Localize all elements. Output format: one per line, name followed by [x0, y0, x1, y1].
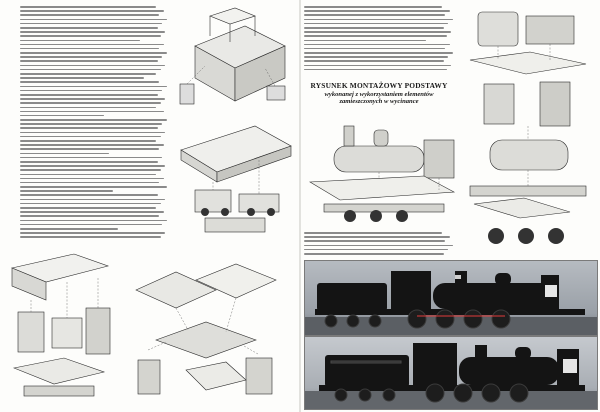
text-line-placeholder [304, 31, 451, 33]
text-line-placeholder [304, 60, 444, 62]
text-line-placeholder [20, 40, 140, 42]
text-line-placeholder [20, 132, 165, 134]
body-text-right-top [304, 6, 454, 76]
text-line-placeholder [20, 203, 161, 205]
text-line-placeholder [304, 56, 448, 58]
text-line-placeholder [304, 52, 453, 54]
text-line-placeholder [304, 6, 442, 8]
assembly-drawing-frame-lower-left [4, 248, 124, 408]
text-line-placeholder [20, 52, 167, 54]
text-line-placeholder [20, 86, 167, 88]
text-line-placeholder [20, 44, 164, 46]
text-line-placeholder [20, 199, 165, 201]
text-line-placeholder [20, 161, 158, 163]
text-line-placeholder [20, 35, 161, 37]
text-line-placeholder [20, 111, 164, 113]
text-line-placeholder [20, 174, 156, 176]
text-line-placeholder [20, 215, 159, 217]
text-line-placeholder [304, 10, 450, 12]
text-line-placeholder [304, 14, 445, 16]
text-line-placeholder [304, 48, 445, 50]
text-line-placeholder [20, 169, 161, 171]
text-line-placeholder [20, 144, 164, 146]
text-line-placeholder [20, 190, 113, 192]
text-line-placeholder [304, 40, 426, 42]
text-line-placeholder [20, 23, 162, 25]
text-line-placeholder [20, 228, 118, 230]
text-line-placeholder [304, 23, 448, 25]
text-line-placeholder [20, 123, 162, 125]
text-line-placeholder [20, 77, 144, 79]
text-line-placeholder [304, 249, 448, 251]
text-line-placeholder [20, 148, 159, 150]
assembly-drawing-tender-isometric [175, 6, 297, 118]
text-line-placeholder [20, 157, 162, 159]
text-line-placeholder [304, 35, 447, 37]
text-line-placeholder [20, 140, 156, 142]
text-line-placeholder [20, 224, 162, 226]
text-line-placeholder [20, 14, 159, 16]
text-line-placeholder [304, 236, 450, 238]
heading-block [300, 82, 458, 106]
text-line-placeholder [20, 31, 165, 33]
text-line-placeholder [20, 94, 158, 96]
text-line-placeholder [20, 27, 158, 29]
assembly-drawing-boiler [304, 116, 464, 228]
text-line-placeholder [304, 44, 450, 46]
text-line-placeholder [20, 178, 164, 180]
text-line-placeholder [20, 102, 161, 104]
text-line-placeholder [304, 27, 444, 29]
text-line-placeholder [20, 48, 159, 50]
photo-locomotive-front-view [304, 260, 598, 336]
text-line-placeholder [20, 6, 156, 8]
text-line-placeholder [304, 65, 451, 67]
text-line-placeholder [20, 19, 167, 21]
text-line-placeholder [20, 220, 167, 222]
text-line-placeholder [20, 194, 158, 196]
text-line-placeholder [20, 127, 158, 129]
heading-line-1: RYSUNEK MONTAŻOWY PODSTAWY [310, 81, 448, 90]
text-line-placeholder [304, 19, 453, 21]
right-page [300, 0, 600, 412]
text-line-placeholder [20, 69, 161, 71]
text-line-placeholder [20, 186, 167, 188]
assembly-drawing-cab-parts [460, 4, 596, 256]
text-line-placeholder [20, 81, 159, 83]
text-line-placeholder [20, 115, 104, 117]
assembly-drawing-brackets [126, 250, 296, 408]
text-line-placeholder [20, 98, 165, 100]
text-line-placeholder [20, 60, 158, 62]
text-line-placeholder [20, 211, 164, 213]
text-line-placeholder [304, 69, 447, 71]
text-line-placeholder [20, 73, 156, 75]
text-line-placeholder [20, 165, 165, 167]
text-line-placeholder [20, 56, 162, 58]
text-line-placeholder [304, 232, 442, 234]
text-line-placeholder [304, 253, 444, 255]
text-line-placeholder [20, 65, 165, 67]
text-line-placeholder [20, 232, 165, 234]
text-line-placeholder [20, 119, 167, 121]
heading-line-3: zamieszczonych w wycinance [339, 98, 419, 106]
text-line-placeholder [304, 245, 453, 247]
text-line-placeholder [20, 107, 156, 109]
body-text-right-bottom [304, 232, 454, 256]
text-line-placeholder [20, 10, 164, 12]
photo-locomotive-rear-view [304, 336, 598, 410]
body-text-left [20, 6, 168, 244]
text-line-placeholder [304, 240, 445, 242]
heading-line-2: wykonanej z wykorzystaniem elementów [324, 90, 434, 98]
text-line-placeholder [20, 207, 156, 209]
text-line-placeholder [20, 136, 161, 138]
text-line-placeholder [20, 153, 109, 155]
text-line-placeholder [20, 90, 162, 92]
text-line-placeholder [20, 182, 159, 184]
assembly-drawing-underframe [175, 120, 297, 242]
text-line-placeholder [20, 236, 161, 238]
